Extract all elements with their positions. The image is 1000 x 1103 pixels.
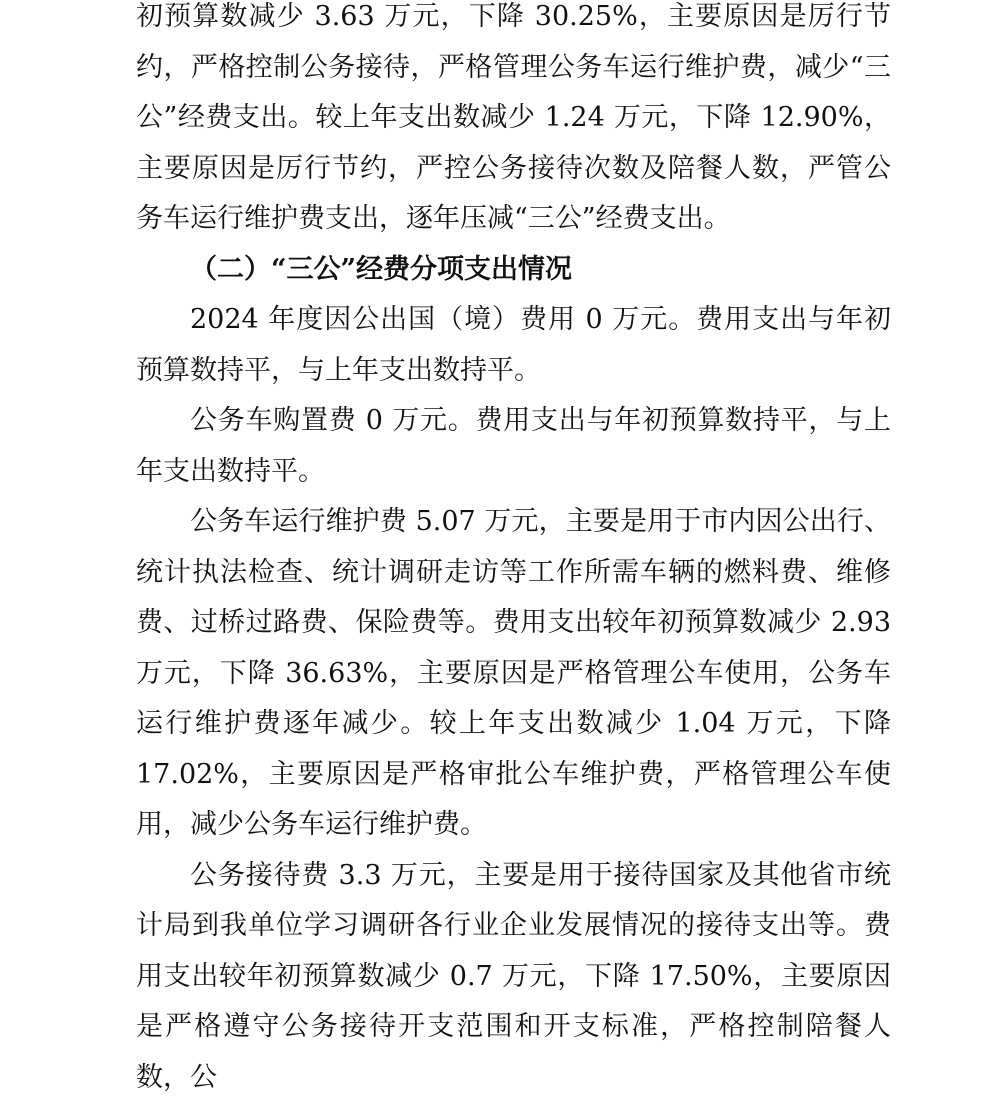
- overseas-travel-paragraph: 2024 年度因公出国（境）费用 0 万元。费用支出与年初预算数持平，与上年支出数持平。: [136, 295, 891, 396]
- document-page: [136, 0, 891, 1103]
- vehicle-purchase-paragraph: 公务车购置费 0 万元。费用支出与年初预算数持平，与上年支出数持平。: [136, 396, 891, 497]
- official-reception-paragraph: 公务接待费 3.3 万元，主要是用于接待国家及其他省市统计局到我单位学习调研各行业企业发展情况的接待支出等。费用支出较年初预算数减少 0.7 万元，下降 17.50%，主要原因是严格遵守公务接待开支范围和开支标准，严格控制陪餐人数，公: [136, 851, 891, 1103]
- vehicle-maintenance-paragraph: 公务车运行维护费 5.07 万元，主要是用于市内因公出行、统计执法检查、统计调研走访等工作所需车辆的燃料费、维修费、过桥过路费、保险费等。费用支出较年初预算数减少 2.93 万元，下降 36.63%，主要原因是严格管理公车使用，公务车运行维护费逐年减少。较上年支出数减少 1.04 万元，下降 17.02%，主要原因是严格审批公车维护费，严格管理公车使用，减少公务车运行维护费。: [136, 497, 891, 851]
- continued-paragraph: 初预算数减少 3.63 万元，下降 30.25%，主要原因是厉行节约，严格控制公务接待，严格管理公务车运行维护费，减少“三公”经费支出。较上年支出数减少 1.24 万元，下降 12.90%，主要原因是厉行节约，严控公务接待次数及陪餐人数，严管公务车运行维护费支出，逐年压减“三公”经费支出。: [136, 0, 891, 245]
- section-heading: （二）“三公”经费分项支出情况: [136, 245, 891, 296]
